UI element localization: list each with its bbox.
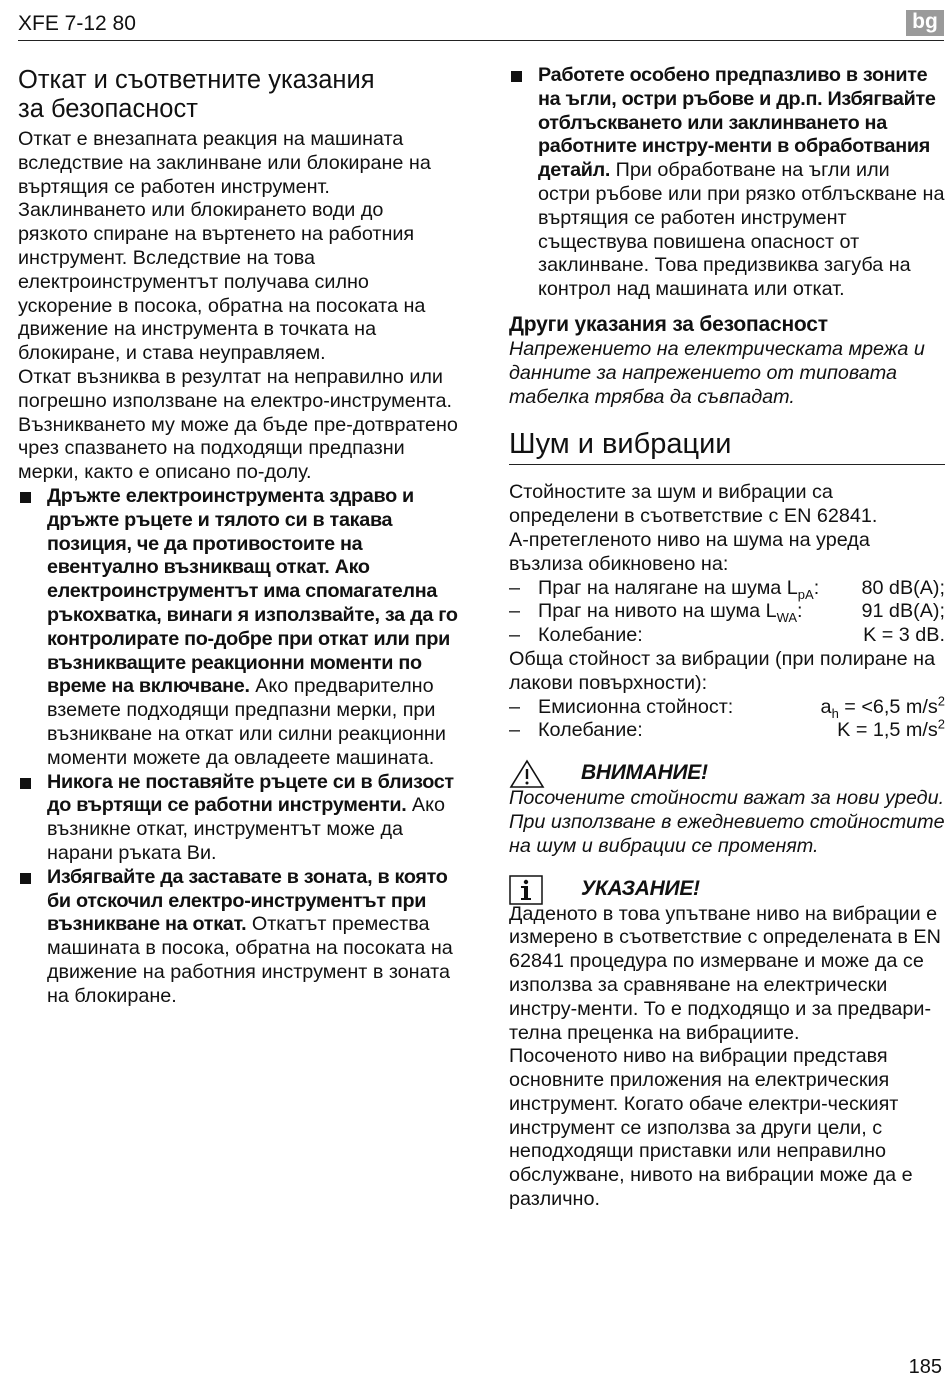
left-column: [18, 64, 458, 1008]
kickback-para-1: Откат е внезапната реакция на машината вследствие на заклинване или блокиране на въртящия се работен инструмент. Заклинването или блокирането води до рязкото спиране на въртенето на работния инструмент. Вследствие на това електроинструментът получава силно ускорение в посока, обратна на посоката на движение на инструмента в точката на блокиране, и става неуправляем.: [18, 128, 431, 365]
vibration-item: – Емисионна стойност: $a_h = <6,5$ $m/s^2$: [509, 692, 945, 721]
bullet-bold-text: Никога не поставяйте ръцете си в близост до въртящи се работни инструменти.: [47, 770, 454, 817]
vibration-value: K = 1,5 $m/s^2$: [837, 716, 945, 742]
noise-item: – Колебание: K = 3 dB.: [509, 624, 945, 647]
kickback-heading: Откат и съответните указания за безопасност: [18, 66, 375, 123]
other-safety-text: Напрежението на електрическата мрежа и данните за напрежението от типовата табелка трябва да съвпадат.: [509, 337, 925, 408]
vibration-para: Обща стойност за вибрации (при полиране на лакови повърхности):: [509, 647, 936, 694]
bullet-text: Ако предварително вземете подходящи предпазни мерки, при възникване на откат или силни реакционни моменти можете да овладеете машината.: [47, 675, 446, 769]
warning-box: [509, 759, 945, 858]
bullet-text: При обработване на ъгли или остри ръбове или при рязко отблъскване на въртящия се работен инструмент съществува повишена опасност от заклинване. Това предизвиква загуба на контрол над машината или откат.: [538, 159, 945, 301]
noise-value: 80 dB(A);: [861, 576, 945, 599]
bullet-square-icon: [20, 492, 31, 503]
bullet-bold-text: Дръжте електроинструмента здраво и дръжте ръцете и тялото си в такава позиция, че да противостоите на евентуално възникващ откат. Ако електроинструментът има спомагателна ръкохватка, винаги я използвайте, за да го контролирате по-добре при откат или при възникващите реакционни моменти по време на включване.: [47, 484, 458, 698]
bullet-item: [18, 485, 458, 771]
bullet-item: [18, 866, 458, 1009]
warning-text: Посочените стойности важат за нови уреди. При използване в ежедневието стойностите на шум и вибрации се променят.: [509, 787, 945, 857]
model-name: XFE 7-12 80: [18, 12, 136, 35]
warning-triangle-icon: [509, 759, 545, 789]
info-icon: [509, 875, 543, 905]
warning-title: ВНИМАНИЕ!: [581, 761, 708, 785]
vibration-value: $a_h = <6,5$ $m/s^2$: [820, 692, 945, 721]
note-box: [509, 875, 945, 1212]
bullet-bold-text: Избягвайте да заставате в зоната, в която би отскочил електро-инструментът при възникване на откат.: [47, 865, 448, 936]
other-safety-heading: Други указания за безопасност: [509, 312, 828, 336]
bullet-text: Откатът премества машината в посока, обратна на посоката на движение на работния инструмент в зоната на блокиране.: [47, 913, 453, 1007]
bullet-item: [509, 64, 945, 302]
noise-value: K = 3 dB.: [863, 624, 945, 647]
bullet-square-icon: [511, 71, 522, 82]
language-badge: bg: [906, 10, 944, 36]
noise-para-1: Стойностите за шум и вибрации са определени в съответствие с EN 62841.: [509, 481, 878, 528]
noise-item: – Праг на налягане на шума $L_{pA}$: 80 dB(A);: [509, 576, 945, 602]
bullet-square-icon: [20, 778, 31, 789]
bullet-bold-text: Работете особено предпазливо в зоните на ъгли, остри ръбове и др.п. Избягвайте отблъскването или заклинването на работните инстру-менти в обработвания детайл.: [538, 64, 936, 182]
noise-vibration-heading: Шум и вибрации: [509, 427, 945, 465]
bullet-text: Ако възникне откат, инструментът може да нарани ръката Ви.: [47, 794, 445, 864]
noise-item: – Праг на нивото на шума $L_{WA}$: 91 dB(A);: [509, 600, 945, 626]
page-header: [18, 8, 944, 41]
bullet-item: [18, 771, 458, 866]
right-column: [509, 64, 945, 1212]
noise-para-2: А-претегленото ниво на шума на уреда възлиза обикновено на:: [509, 528, 870, 575]
note-text-2: Посоченото ниво на вибрации представя основните приложения на електрическия инструмент. Когато обаче електри-ческият инструмент се използва за други цели, с неподходящи приставки или неправилно обслужване, нивото на вибрации може да е различно.: [509, 1045, 913, 1211]
vibration-item: – Колебание: K = 1,5 $m/s^2$: [509, 716, 945, 742]
page-number: 185: [908, 1356, 942, 1378]
note-title: УКАЗАНИЕ!: [581, 876, 700, 900]
note-text-1: Даденото в това упътване ниво на вибрации е измерено в съответствие с определената в EN 62841 процедура по измерване и може да се използва за сравняване на електрически инстру-менти. То е подходящо и за предвари-телна преценка на вибрациите.: [509, 902, 941, 1044]
noise-value: 91 dB(A);: [861, 600, 945, 623]
kickback-para-2: Откат възниква в резултат на неправилно или погрешно използване на електро-инструмента. Възникването му може да бъде пре-дотвратено чрез спазването на подходящи предпазни мерки, както е описано по-долу.: [18, 365, 458, 484]
bullet-square-icon: [20, 873, 31, 884]
